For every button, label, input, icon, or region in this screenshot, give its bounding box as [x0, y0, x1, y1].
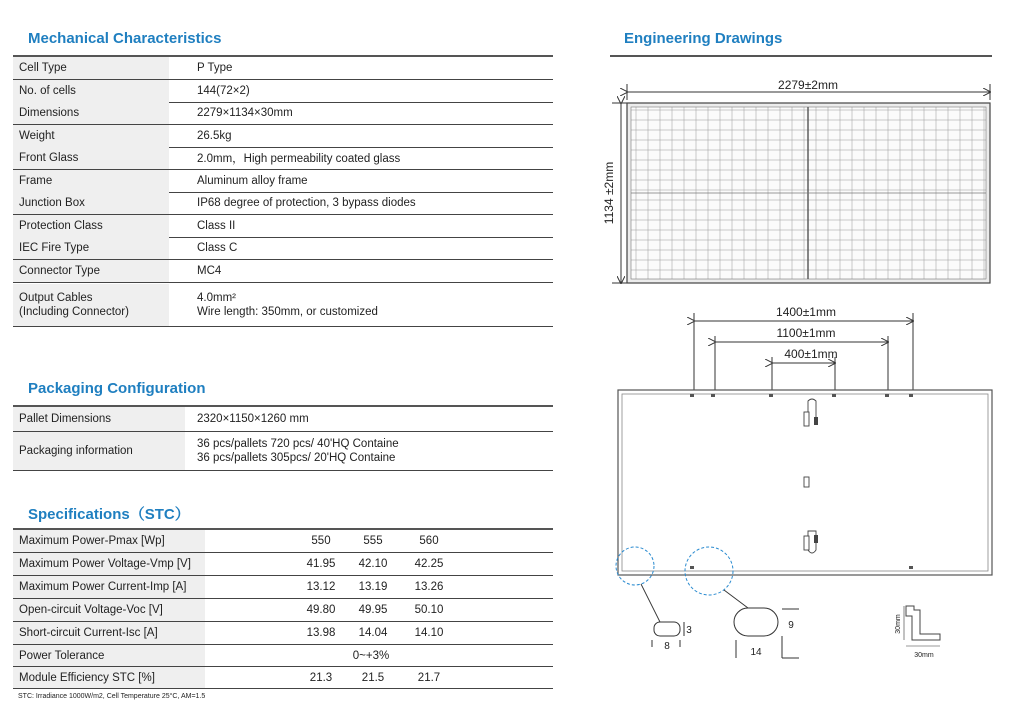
mechanical-label: Protection Class — [13, 215, 169, 237]
spec-value-3: 42.25 — [414, 558, 444, 570]
output-cables-value — [197, 284, 378, 326]
pallet-label: Pallet Dimensions — [13, 407, 185, 431]
mechanical-label: Dimensions — [13, 102, 169, 124]
module-front-view — [602, 78, 990, 283]
mechanical-value: 2.0mm，High permeability coated glass — [197, 153, 401, 165]
mechanical-value: 2279×1134×30mm — [197, 107, 293, 119]
output-cables-label — [13, 284, 169, 326]
mechanical-value: P Type — [197, 62, 233, 74]
module-back-view — [616, 305, 992, 595]
stc-note: STC: Irradiance 1000W/m2, Cell Temperature 25°C, AM=1.5 — [18, 693, 206, 700]
frame-height: 30mm — [895, 614, 902, 634]
frame-width: 30mm — [914, 652, 934, 659]
spec-label: Short-circuit Current-Isc [A] — [13, 622, 205, 644]
spec-value-1: 550 — [311, 535, 331, 547]
mechanical-value: Aluminum alloy frame — [197, 174, 308, 187]
efficiency-row — [13, 667, 553, 689]
spec-value-3: 560 — [419, 535, 439, 547]
mechanical-label: Connector Type — [13, 260, 169, 282]
mechanical-row — [13, 192, 553, 215]
spec-row — [13, 576, 553, 599]
mechanical-value: Class C — [197, 242, 238, 254]
detail-a-width: 8 — [664, 641, 670, 652]
packaging-info-value — [197, 432, 399, 470]
mechanical-row — [13, 102, 553, 125]
output-cables-value-line1: 4.0mm² — [197, 292, 236, 304]
spec-label: Maximum Power Current-Imp [A] — [13, 576, 205, 598]
spec-value-3: 14.10 — [414, 627, 444, 639]
height-dimension: 1134 ±2mm — [602, 161, 616, 225]
detail-b-width: 14 — [750, 647, 762, 658]
dim-1400: 1400±1mm — [776, 305, 836, 319]
mounting-hole-detail-small — [641, 584, 692, 652]
detail-a-height: 3 — [686, 625, 692, 636]
tolerance-value: 0~+3% — [352, 649, 390, 662]
efficiency-value-1: 21.3 — [309, 671, 333, 684]
spec-value-2: 42.10 — [358, 558, 388, 570]
spec-value-1: 13.98 — [306, 627, 336, 639]
output-cables-label-line1: Output Cables — [19, 292, 93, 304]
mechanical-label: Front Glass — [13, 147, 169, 169]
mechanical-label: IEC Fire Type — [13, 237, 169, 259]
width-dimension: 2279±2mm — [778, 78, 838, 92]
mechanical-value: 144(72×2) — [197, 84, 250, 97]
mechanical-label: No. of cells — [13, 80, 169, 102]
output-cables-row — [13, 284, 553, 327]
pallet-value: 2320×1150×1260 mm — [197, 413, 309, 425]
mounting-hole-detail-large — [724, 590, 799, 658]
spec-value-2: 14.04 — [358, 627, 388, 639]
spec-row — [13, 553, 553, 576]
mechanical-row — [13, 215, 553, 238]
mechanical-value: 26.5kg — [197, 129, 232, 142]
mechanical-row — [13, 125, 553, 148]
spec-row — [13, 530, 553, 553]
output-cables-value-line2: Wire length: 350mm, or customized — [197, 306, 378, 318]
spec-label: Maximum Power-Pmax [Wp] — [13, 530, 205, 552]
packaging-info-line1: 36 pcs/pallets 720 pcs/ 40'HQ Containe — [197, 438, 399, 450]
mechanical-row — [13, 57, 553, 80]
specifications-title: Specifications（STC） — [28, 506, 190, 523]
mechanical-row — [13, 80, 553, 103]
dim-400: 400±1mm — [784, 347, 838, 361]
dim-1100: 1100±1mm — [776, 326, 836, 340]
packaging-info-line2: 36 pcs/pallets 305pcs/ 20'HQ Containe — [197, 452, 396, 464]
tolerance-row — [13, 645, 553, 667]
spec-row — [13, 622, 553, 645]
mechanical-row — [13, 237, 553, 260]
spec-label: Open-circuit Voltage-Voc [V] — [13, 599, 205, 621]
mechanical-label: Junction Box — [13, 192, 169, 214]
drawings-rule — [610, 55, 992, 57]
mechanical-value: IP68 degree of protection, 3 bypass diodes — [197, 197, 416, 209]
spec-value-1: 13.12 — [306, 581, 336, 593]
mechanical-label: Frame — [13, 170, 169, 192]
packaging-info-label: Packaging information — [13, 432, 185, 470]
spec-value-2: 13.19 — [358, 581, 388, 593]
mechanical-row — [13, 260, 553, 283]
spec-value-1: 49.80 — [306, 604, 336, 616]
spec-value-3: 50.10 — [414, 604, 444, 616]
packaging-title: Packaging Configuration — [28, 380, 206, 397]
mechanical-row — [13, 170, 553, 193]
efficiency-value-3: 21.7 — [417, 671, 441, 684]
spec-label: Maximum Power Voltage-Vmp [V] — [13, 553, 205, 575]
spec-value-2: 555 — [363, 535, 383, 547]
spec-value-3: 13.26 — [414, 581, 444, 593]
output-cables-label-line2: (Including Connector) — [19, 306, 129, 318]
spec-row — [13, 599, 553, 622]
detail-b-height: 9 — [788, 620, 794, 631]
mechanical-value: Class II — [197, 219, 236, 232]
spec-value-2: 49.95 — [358, 604, 388, 616]
drawings-title: Engineering Drawings — [624, 30, 783, 47]
mechanical-row — [13, 147, 553, 170]
efficiency-value-2: 21.5 — [361, 671, 385, 684]
efficiency-label: Module Efficiency STC [%] — [13, 667, 205, 688]
packaging-info-row — [13, 432, 553, 471]
pallet-row — [13, 407, 553, 432]
spec-value-1: 41.95 — [306, 558, 336, 570]
mechanical-value: MC4 — [197, 264, 222, 277]
frame-cross-section — [895, 606, 940, 659]
mechanical-label: Cell Type — [13, 57, 169, 79]
mechanical-label: Weight — [13, 125, 169, 147]
mechanical-title: Mechanical Characteristics — [28, 30, 222, 47]
tolerance-label: Power Tolerance — [13, 645, 205, 666]
